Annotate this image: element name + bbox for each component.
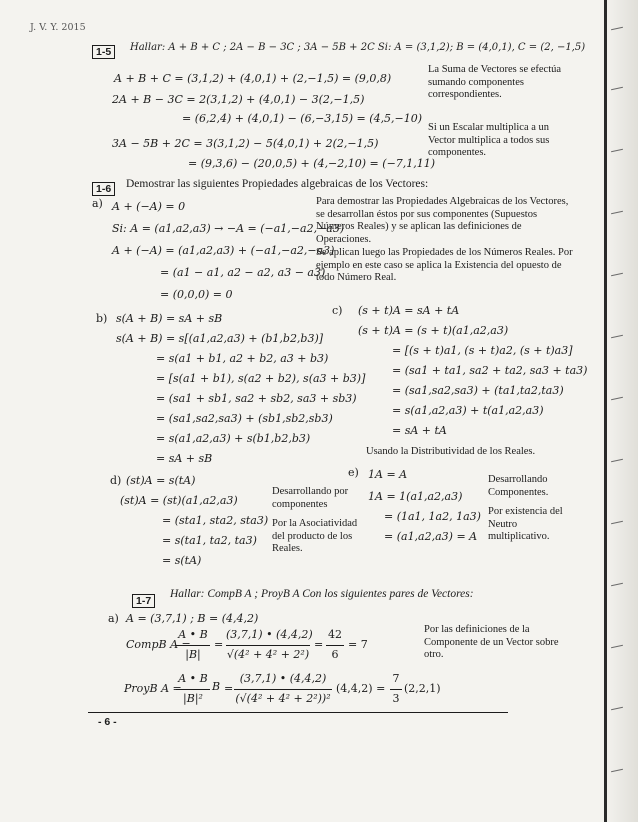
comp-result: = 7 <box>348 638 368 651</box>
page-edge-shadow <box>604 0 638 822</box>
vector-b-symbol: B <box>212 680 221 693</box>
problem-1-7-a-label: a) <box>108 612 119 625</box>
problem-1-7-a-given: A = (3,7,1) ; B = (4,4,2) <box>126 612 259 625</box>
problem-1-6-c-line: = s(a1,a2,a3) + t(a1,a2,a3) <box>392 404 544 417</box>
problem-1-6-c-line: = (sa1,sa2,sa3) + (ta1,ta2,ta3) <box>392 384 564 397</box>
problem-1-6-e-note1: Desarrollando Componentes. <box>488 474 549 498</box>
proy-fraction-3-denominator: 3 <box>392 692 400 705</box>
proy-fraction-2-numerator: (3,7,1) • (4,4,2) <box>239 672 327 685</box>
problem-1-6-b-label: b) <box>96 312 108 325</box>
problem-1-5-line: 2A + B − 3C = 2(3,1,2) + (4,0,1) − 3(2,−1,5) <box>112 93 365 106</box>
problem-1-6-c-line: = sA + tA <box>392 424 447 437</box>
problem-1-5-number: 1-5 <box>92 40 115 59</box>
problem-1-6-d-line: = s(ta1, ta2, ta3) <box>162 534 257 547</box>
problem-1-7-note: Por las definiciones de la Componente de un Vector sobre otro. <box>424 624 559 660</box>
fraction-bar <box>390 689 402 690</box>
comp-fraction-2-denominator: √(4² + 4² + 2²) <box>226 648 310 661</box>
comp-fraction-2-numerator: (3,7,1) • (4,4,2) <box>226 628 313 641</box>
problem-1-6-c-line: = [(s + t)a1, (s + t)a2, (s + t)a3] <box>392 344 573 357</box>
problem-1-6-number: 1-6 <box>92 177 115 196</box>
problem-1-6-d-line: = (sta1, sta2, sta3) <box>162 514 269 527</box>
proy-mid: (4,4,2) = <box>336 682 386 695</box>
proy-fraction-1-numerator: A • B <box>178 672 208 685</box>
problem-1-6-b-line: = s(a1 + b1, a2 + b2, a3 + b3) <box>156 352 329 365</box>
problem-1-6-b-line: = (sa1 + sb1, sa2 + sb2, sa3 + sb3) <box>156 392 357 405</box>
comp-fraction-3-denominator: 6 <box>331 648 339 661</box>
problem-1-6-c-line: = (sa1 + ta1, sa2 + ta2, sa3 + ta3) <box>392 364 588 377</box>
comp-fraction-1-denominator: |B| <box>185 648 201 661</box>
problem-1-6-c-line: (s + t)A = (s + t)(a1,a2,a3) <box>358 324 509 337</box>
problem-1-5-note-sum: La Suma de Vectores se efectúa sumando componentes correspondientes. <box>428 64 562 100</box>
page-number: - 6 - <box>98 716 117 728</box>
problem-1-6-e-line: = (1a1, 1a2, 1a3) <box>384 510 481 523</box>
problem-1-5-line: = (9,3,6) − (20,0,5) + (4,−2,10) = (−7,1,11) <box>188 157 436 170</box>
equals-sign: = <box>314 638 324 651</box>
problem-1-6-d-line: = s(tA) <box>162 554 202 567</box>
fraction-bar <box>176 689 210 690</box>
problem-1-5-statement: Hallar: A + B + C ; 2A − B − 3C ; 3A − 5B + 2C Si: A = (3,1,2); B = (4,0,1), C = (2, −1,5) <box>130 42 586 53</box>
problem-1-6-e-line: = (a1,a2,a3) = A <box>384 530 478 543</box>
problem-1-6-d-note1: Desarrollando por componentes <box>272 486 349 510</box>
equals-sign: = <box>214 638 224 651</box>
problem-1-6-a-line: = (0,0,0) = 0 <box>160 288 233 301</box>
problem-1-6-a-label: a) <box>92 197 103 210</box>
proy-lhs: ProyB A = <box>124 682 182 695</box>
problem-1-6-c-label: c) <box>332 304 343 317</box>
fraction-bar <box>234 689 332 690</box>
problem-1-6-e-note2: Por existencia del Neutro multiplicativo. <box>488 506 563 542</box>
equals-sign: = <box>224 682 234 695</box>
problem-1-6-statement: Demostrar las siguientes Propiedades algebraicas de los Vectores: <box>126 178 429 190</box>
problem-1-6-a-note: Para demostrar las Propiedades Algebraicas de los Vectores, se desarrollan éstos por sus componentes (Supuestos Números Reales) y se aplican las definiciones de Operaciones. <box>316 196 569 245</box>
fraction-bar <box>176 645 210 646</box>
problem-1-6-e-line: 1A = A <box>368 468 408 481</box>
problem-1-7-statement: Hallar: CompB A ; ProyB A Con los siguientes pares de Vectores: <box>170 588 474 600</box>
problem-1-6-a-line: A + (−A) = (a1,a2,a3) + (−a1,−a2,−a3) <box>112 244 335 257</box>
problem-1-6-a-line: = (a1 − a1, a2 − a2, a3 − a3) <box>160 266 326 279</box>
problem-1-7-number: 1-7 <box>132 589 155 608</box>
problem-1-5-note-scalar: Si un Escalar multiplica a un Vector multiplica a todos sus componentes. <box>428 122 550 158</box>
problem-1-6-e-label: e) <box>348 466 359 479</box>
problem-1-6-d-line: (st)A = (st)(a1,a2,a3) <box>120 494 238 507</box>
problem-1-6-b-line: s(A + B) = s[(a1,a2,a3) + (b1,b2,b3)] <box>116 332 324 345</box>
problem-1-6-b-line: s(A + B) = sA + sB <box>116 312 223 325</box>
proy-fraction-3-numerator: 7 <box>392 672 400 685</box>
problem-1-6-a-note2: Se aplican luego las Propiedades de los Números Reales. Por ejemplo en este caso se aplica la Existencia del opuesto de todo Número Real. <box>316 247 573 283</box>
footer-rule <box>88 712 508 713</box>
problem-1-6-d-label: d) <box>110 474 122 487</box>
problem-1-6-b-line: = [s(a1 + b1), s(a2 + b2), s(a3 + b3)] <box>156 372 366 385</box>
proy-fraction-2-denominator: (√(4² + 4² + 2²))² <box>235 692 331 705</box>
problem-1-6-a-line: A + (−A) = 0 <box>112 200 186 213</box>
problem-1-5-line: 3A − 5B + 2C = 3(3,1,2) − 5(4,0,1) + 2(2,−1,5) <box>112 137 379 150</box>
problem-1-6-b-line: = sA + sB <box>156 452 213 465</box>
problem-1-6-b-line: = (sa1,sa2,sa3) + (sb1,sb2,sb3) <box>156 412 333 425</box>
comp-lhs: CompB A = <box>126 638 191 651</box>
problem-1-6-c-note: Usando la Distributividad de los Reales. <box>366 446 536 457</box>
problem-1-6-d-line: (st)A = s(tA) <box>126 474 196 487</box>
problem-1-6-b-line: = s(a1,a2,a3) + s(b1,b2,b3) <box>156 432 311 445</box>
problem-1-6-c-line: (s + t)A = sA + tA <box>358 304 460 317</box>
problem-1-6-a-line: Si: A = (a1,a2,a3) → −A = (−a1,−a2,−a3) <box>112 222 345 235</box>
proy-result: (2,2,1) <box>404 682 441 695</box>
problem-1-5-line: A + B + C = (3,1,2) + (4,0,1) + (2,−1,5) = (9,0,8) <box>114 72 392 85</box>
header-scrap: J. V. Y. 2015 <box>30 22 86 33</box>
proy-fraction-1-denominator: |B|² <box>183 692 203 705</box>
problem-1-6-d-note2: Por la Asociatividad del producto de los Reales. <box>272 518 358 554</box>
problem-1-6-e-line: 1A = 1(a1,a2,a3) <box>368 490 463 503</box>
binder-edge <box>604 0 607 822</box>
problem-1-5-line: = (6,2,4) + (4,0,1) − (6,−3,15) = (4,5,−10) <box>182 112 423 125</box>
comp-fraction-1-numerator: A • B <box>178 628 208 641</box>
fraction-bar <box>226 645 310 646</box>
comp-fraction-3-numerator: 42 <box>328 628 342 641</box>
fraction-bar <box>326 645 344 646</box>
